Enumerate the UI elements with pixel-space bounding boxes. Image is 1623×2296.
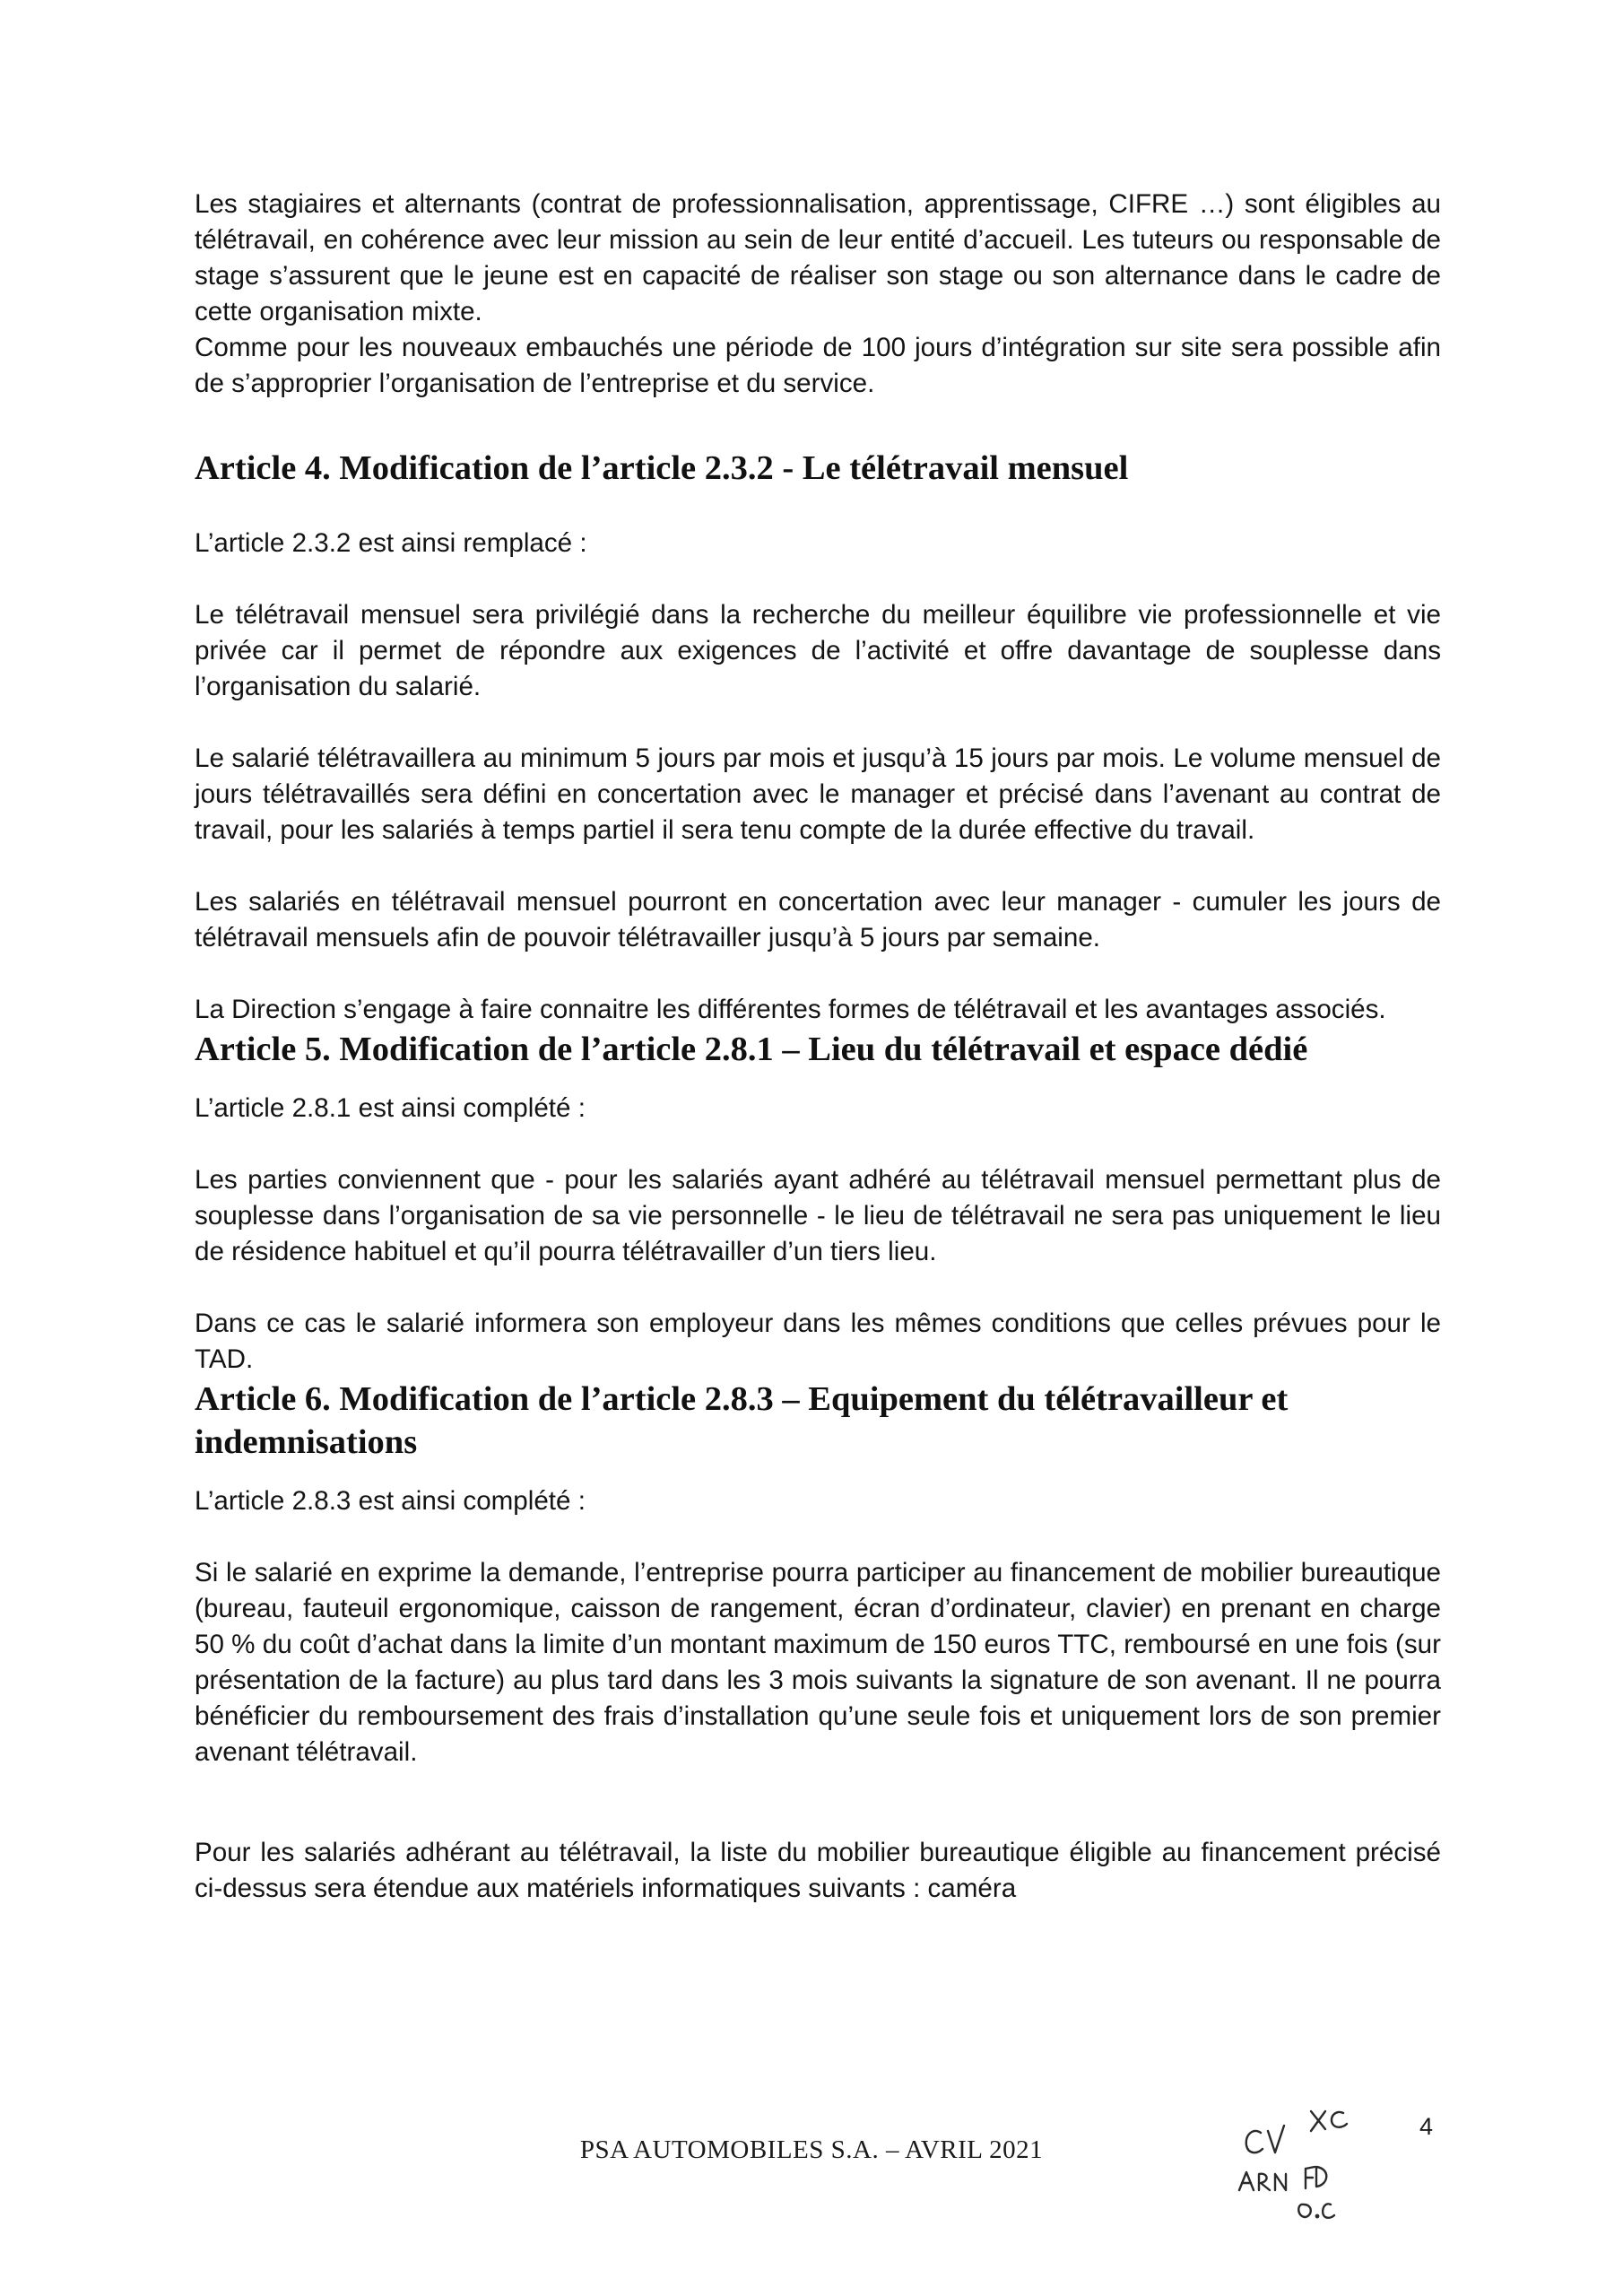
paragraph-tiers-lieu: Les parties conviennent que - pour les salariés ayant adhéré au télétravail mensuel permettant plus de souplesse dans l’organisation de sa vie personnelle - le lieu de télétravail ne sera pas uniquement le lieu de résidence habituel et qu’il pourra télétravailler d’un tiers lieu.: [195, 1165, 1441, 1266]
paragraph-integration: Comme pour les nouveaux embauchés une période de 100 jours d’intégration sur site sera possible afin de s’approprier l’organisation de l’entreprise et du service.: [195, 333, 1441, 398]
footer-text: PSA AUTOMOBILES S.A. – AVRIL 2021: [579, 2135, 1044, 2164]
paragraph-article-4-intro: L’article 2.3.2 est ainsi remplacé :: [195, 528, 587, 558]
paragraph-materiels-informatiques: Pour les salariés adhérant au télétravail, la liste du mobilier bureautique éligible au financement précisé ci-dessus sera étendue aux matériels informatiques suivants : caméra: [195, 1838, 1441, 1903]
paragraph-stagiaires: Les stagiaires et alternants (contrat de professionnalisation, apprentissage, CIFRE …) sont éligibles au télétravail, en cohérence avec leur mission au sein de leur entité d’accueil. Les tuteurs ou responsable de stage s’assurent que le jeune est en capacité de réaliser son stage ou son alternance dans le cadre de cette organisation mixte.: [195, 189, 1441, 326]
paragraph-financement-mobilier: Si le salarié en exprime la demande, l’entreprise pourra participer au financement de mobilier bureautique (bureau, fauteuil ergonomique, caisson de rangement, écran d’ordinateur, clavier) en prenant en charge 50 % du coût d’achat dans la limite d’un montant maximum de 150 euros TTC, remboursé en une fois (sur présentation de la facture) au plus tard dans les 3 mois suivants la signature de son avenant. Il ne pourra bénéficier du remboursement des frais d’installation qu’une seule fois et uniquement lors de son premier avenant télétravail.: [195, 1558, 1441, 1767]
paragraph-cumul-jours: Les salariés en télétravail mensuel pourront en concertation avec leur manager - cumuler les jours de télétravail mensuels afin de pouvoir télétravailler jusqu’à 5 jours par semaine.: [195, 887, 1441, 952]
paragraph-jours-minimum: Le salarié télétravaillera au minimum 5 jours par mois et jusqu’à 15 jours par mois. Le volume mensuel de jours télétravaillés sera défini en concertation avec le manager et précisé dans l’avenant au contrat de travail, pour les salariés à temps partiel il sera tenu compte de la durée effective du travail.: [195, 744, 1441, 845]
heading-article-5: Article 5. Modification de l’article 2.8.1 – Lieu du télétravail et espace dédié: [195, 1031, 1308, 1068]
heading-article-4: Article 4. Modification de l’article 2.3.2 - Le télétravail mensuel: [195, 449, 1129, 487]
paragraph-direction: La Direction s’engage à faire connaitre les différentes formes de télétravail et les avantages associés.: [195, 995, 1386, 1024]
heading-article-6: Article 6. Modification de l’article 2.8.3 – Equipement du télétravailleur et indemnisations: [195, 1380, 1289, 1461]
paragraph-article-6-intro: L’article 2.8.3 est ainsi complété :: [195, 1486, 586, 1516]
document-body: [195, 187, 1441, 1907]
paragraph-article-5-intro: L’article 2.8.1 est ainsi complété :: [195, 1093, 586, 1123]
paragraph-information-employeur: Dans ce cas le salarié informera son employeur dans les mêmes conditions que celles prévues pour le TAD.: [195, 1309, 1441, 1374]
page-number: 4: [1419, 2113, 1433, 2140]
handwritten-initials: [1228, 2090, 1390, 2224]
paragraph-teletravail-mensuel: Le télétravail mensuel sera privilégié dans la recherche du meilleur équilibre vie professionnelle et vie privée car il permet de répondre aux exigences de l’activité et offre davantage de souplesse dans l’organisation du salarié.: [195, 600, 1441, 701]
